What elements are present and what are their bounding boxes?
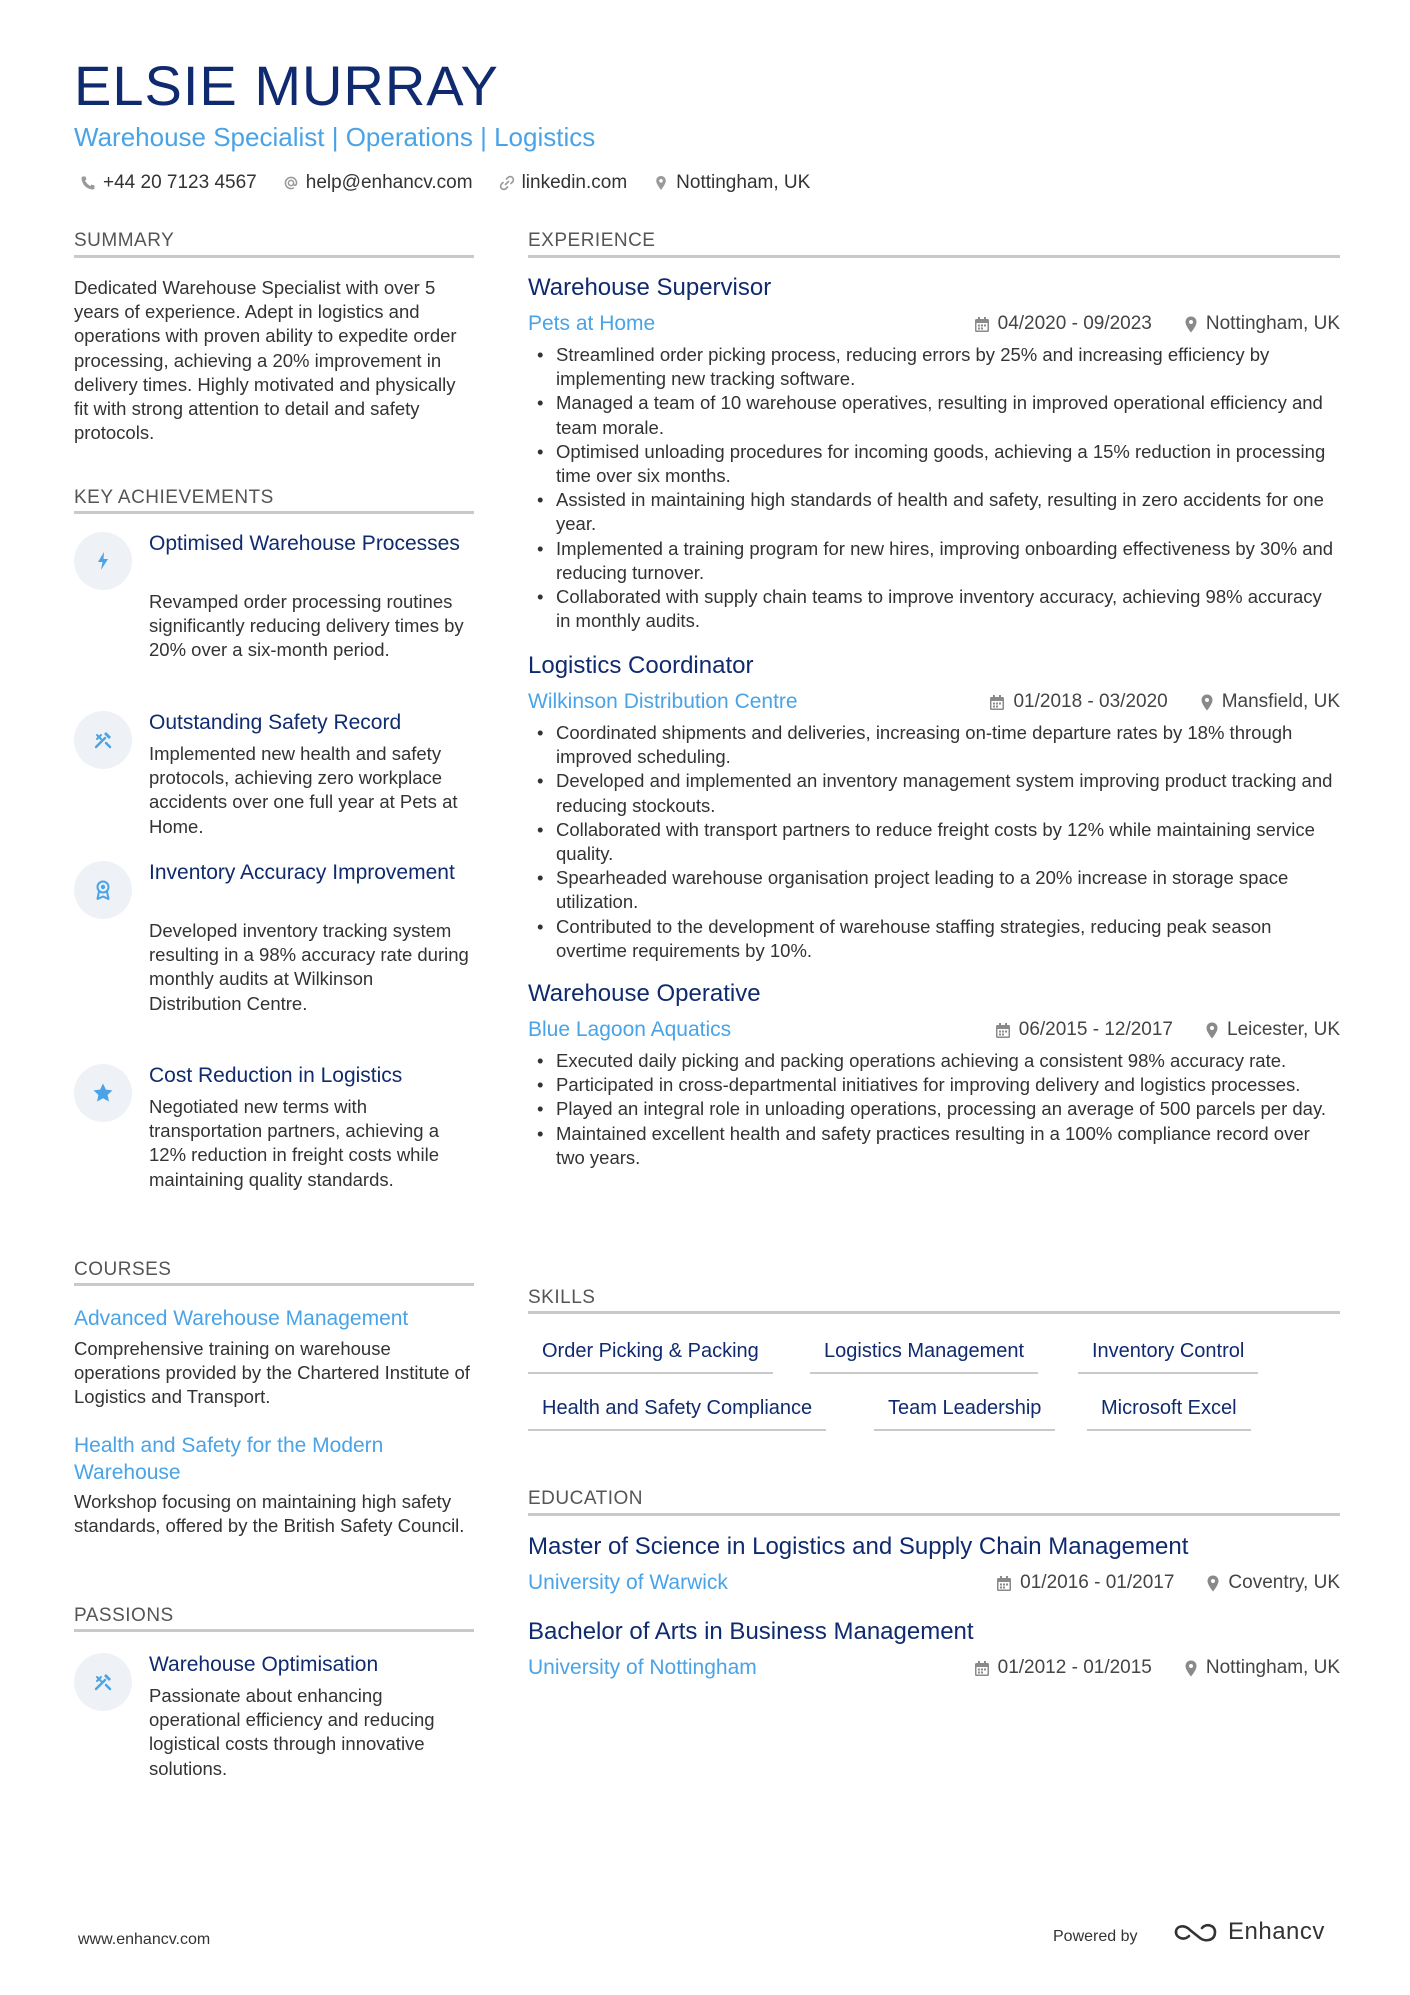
job-dates-text: 04/2020 - 09/2023 bbox=[997, 313, 1152, 334]
experience-divider bbox=[528, 255, 1340, 258]
skill-tag: Inventory Control bbox=[1078, 1338, 1258, 1374]
experience-heading: EXPERIENCE bbox=[528, 230, 656, 251]
link-icon bbox=[499, 174, 515, 192]
job-bullet: • Played an integral role in unloading operations, processing an average of 500 parcels per day. bbox=[528, 1097, 1340, 1121]
job-bullet: • Streamlined order picking process, reducing errors by 25% and increasing efficiency by implementing new tracking software. bbox=[528, 343, 1340, 391]
job-bullets bbox=[528, 343, 1340, 633]
job-location bbox=[1205, 1017, 1340, 1043]
contact-location bbox=[653, 171, 810, 195]
calendar-icon bbox=[974, 1660, 990, 1677]
degree-title: Master of Science in Logistics and Supply Chain Management bbox=[528, 1533, 1189, 1560]
job-title: Warehouse Operative bbox=[528, 980, 761, 1007]
footer-powered-by: Powered by bbox=[1053, 1928, 1138, 1945]
contact-email[interactable] bbox=[283, 171, 473, 195]
job-meta bbox=[989, 689, 1340, 715]
education-meta bbox=[974, 1655, 1340, 1681]
skill-tag: Microsoft Excel bbox=[1087, 1395, 1251, 1431]
award-icon bbox=[74, 861, 132, 919]
job-dates bbox=[989, 689, 1167, 715]
courses-divider bbox=[74, 1283, 474, 1286]
achievement-desc: Implemented new health and safety protocols, achieving zero workplace accidents over one full year at Pets at Home. bbox=[149, 743, 458, 837]
achievement-desc: Negotiated new terms with transportation partners, achieving a 12% reduction in freight costs while maintaining quality standards. bbox=[149, 1096, 440, 1190]
job-bullet: • Implemented a training program for new hires, improving onboarding effectiveness by 30% and reducing turnover. bbox=[528, 537, 1340, 585]
job-bullet: • Assisted in maintaining high standards of health and safety, resulting in zero accidents for one year. bbox=[528, 488, 1340, 536]
education-location bbox=[1206, 1570, 1340, 1596]
education-location bbox=[1184, 1655, 1340, 1681]
job-company: Wilkinson Distribution Centre bbox=[528, 690, 798, 713]
education-meta bbox=[996, 1570, 1340, 1596]
courses-heading: COURSES bbox=[74, 1259, 172, 1280]
education-dates bbox=[996, 1570, 1174, 1596]
passion-item bbox=[74, 1651, 474, 1791]
job-dates bbox=[974, 311, 1152, 337]
calendar-icon bbox=[974, 316, 990, 333]
job-company: Blue Lagoon Aquatics bbox=[528, 1018, 732, 1041]
job-bullets bbox=[528, 1049, 1340, 1170]
achievement-title: Outstanding Safety Record bbox=[149, 711, 402, 734]
phone-icon bbox=[80, 174, 96, 192]
location-icon bbox=[1200, 694, 1214, 711]
education-location-text: Coventry, UK bbox=[1228, 1572, 1340, 1593]
job-location bbox=[1200, 689, 1340, 715]
education-dates-text: 01/2012 - 01/2015 bbox=[997, 1657, 1152, 1678]
course-title: Health and Safety for the Modern Warehouse bbox=[74, 1434, 384, 1484]
candidate-title: Warehouse Specialist | Operations | Logistics bbox=[74, 122, 596, 152]
skill-tag: Health and Safety Compliance bbox=[528, 1395, 826, 1431]
passions-heading: PASSIONS bbox=[74, 1605, 174, 1626]
achievement-item bbox=[74, 709, 474, 839]
job-bullets bbox=[528, 721, 1340, 963]
location-icon bbox=[1184, 1660, 1198, 1677]
job-bullet: • Executed daily picking and packing operations achieving a consistent 98% accuracy rate. bbox=[528, 1049, 1340, 1073]
infinity-logo-icon bbox=[1172, 1919, 1220, 1945]
tools-icon bbox=[74, 711, 132, 769]
job-bullet: • Spearheaded warehouse organisation project leading to a 20% increase in storage space utilization. bbox=[528, 866, 1340, 914]
brand-logo bbox=[1172, 1918, 1325, 1946]
contact-location-text: Nottingham, UK bbox=[676, 172, 811, 193]
education-heading: EDUCATION bbox=[528, 1488, 643, 1509]
course-title: Advanced Warehouse Management bbox=[74, 1307, 409, 1330]
job-bullet: • Coordinated shipments and deliveries, increasing on-time departure rates by 18% through improved scheduling. bbox=[528, 721, 1340, 769]
passions-divider bbox=[74, 1629, 474, 1632]
job-location bbox=[1184, 311, 1340, 337]
summary-text: Dedicated Warehouse Specialist with over 5 years of experience. Adept in logistics and operations with proven ability to expedite order processing, achieving a 20% improvement in delivery times. Highly motivated and physically fit with strong attention to detail and safety protocols. bbox=[74, 277, 457, 444]
footer-website[interactable]: www.enhancv.com bbox=[78, 1931, 211, 1948]
contact-email-text: help@enhancv.com bbox=[305, 172, 473, 193]
education-dates bbox=[974, 1655, 1152, 1681]
achievements-divider bbox=[74, 511, 474, 514]
passion-desc: Passionate about enhancing operational efficiency and reducing logistical costs through innovative solutions. bbox=[149, 1685, 435, 1779]
location-icon bbox=[1205, 1022, 1219, 1039]
calendar-icon bbox=[996, 1575, 1012, 1592]
job-company: Pets at Home bbox=[528, 312, 656, 335]
job-dates-text: 01/2018 - 03/2020 bbox=[1013, 691, 1168, 712]
skill-tag: Logistics Management bbox=[810, 1338, 1038, 1374]
education-divider bbox=[528, 1513, 1340, 1516]
job-location-text: Mansfield, UK bbox=[1221, 691, 1340, 712]
contact-phone-text: +44 20 7123 4567 bbox=[103, 172, 257, 193]
job-location-text: Nottingham, UK bbox=[1205, 313, 1340, 334]
star-icon bbox=[74, 1064, 132, 1122]
job-bullet: • Optimised unloading procedures for incoming goods, achieving a 15% reduction in processing time over six months. bbox=[528, 440, 1340, 488]
job-dates-text: 06/2015 - 12/2017 bbox=[1018, 1019, 1173, 1040]
location-icon bbox=[1206, 1575, 1220, 1592]
contact-bar bbox=[80, 171, 810, 195]
job-title: Warehouse Supervisor bbox=[528, 274, 772, 301]
calendar-icon bbox=[995, 1022, 1011, 1039]
achievement-desc: Revamped order processing routines significantly reducing delivery times by 20% over a six-month period. bbox=[149, 591, 464, 661]
achievement-desc: Developed inventory tracking system resulting in a 98% accuracy rate during monthly audits at Wilkinson Distribution Centre. bbox=[149, 920, 469, 1014]
achievement-item bbox=[74, 859, 474, 1049]
skill-tag: Team Leadership bbox=[874, 1395, 1055, 1431]
location-icon bbox=[653, 174, 669, 192]
education-location-text: Nottingham, UK bbox=[1205, 1657, 1340, 1678]
summary-divider bbox=[74, 255, 474, 258]
brand-name: Enhancv bbox=[1228, 1918, 1325, 1945]
passion-title: Warehouse Optimisation bbox=[149, 1653, 379, 1676]
course-desc: Comprehensive training on warehouse operations provided by the Chartered Institute of Logistics and Transport. bbox=[74, 1338, 470, 1408]
job-dates bbox=[995, 1017, 1173, 1043]
job-bullet: • Collaborated with transport partners to reduce freight costs by 12% while maintaining service quality. bbox=[528, 818, 1340, 866]
achievement-title: Inventory Accuracy Improvement bbox=[149, 861, 455, 884]
job-location-text: Leicester, UK bbox=[1227, 1019, 1340, 1040]
contact-linkedin[interactable] bbox=[499, 171, 628, 195]
contact-phone bbox=[80, 171, 257, 195]
achievement-title: Optimised Warehouse Processes bbox=[149, 532, 460, 555]
calendar-icon bbox=[989, 694, 1005, 711]
school-name: University of Warwick bbox=[528, 1571, 728, 1594]
job-bullet: • Collaborated with supply chain teams to improve inventory accuracy, achieving 98% accuracy in monthly audits. bbox=[528, 585, 1340, 633]
job-bullet: • Managed a team of 10 warehouse operatives, resulting in improved operational efficiency and team morale. bbox=[528, 391, 1340, 439]
achievement-title: Cost Reduction in Logistics bbox=[149, 1064, 403, 1087]
school-name: University of Nottingham bbox=[528, 1656, 757, 1679]
contact-linkedin-text: linkedin.com bbox=[521, 172, 628, 193]
skills-divider bbox=[528, 1311, 1340, 1314]
lightning-icon bbox=[74, 532, 132, 590]
course-desc: Workshop focusing on maintaining high safety standards, offered by the British Safety Council. bbox=[74, 1491, 465, 1537]
job-bullet: • Contributed to the development of warehouse staffing strategies, reducing peak season overtime requirements by 10%. bbox=[528, 915, 1340, 963]
skills-heading: SKILLS bbox=[528, 1287, 596, 1308]
education-dates-text: 01/2016 - 01/2017 bbox=[1020, 1572, 1175, 1593]
job-bullet: • Maintained excellent health and safety practices resulting in a 100% compliance record over two years. bbox=[528, 1122, 1340, 1170]
degree-title: Bachelor of Arts in Business Management bbox=[528, 1618, 974, 1645]
job-bullet: • Participated in cross-departmental initiatives for improving delivery and logistics processes. bbox=[528, 1073, 1340, 1097]
achievements-heading: KEY ACHIEVEMENTS bbox=[74, 487, 274, 508]
achievement-item bbox=[74, 1062, 474, 1222]
summary-heading: SUMMARY bbox=[74, 230, 175, 251]
job-title: Logistics Coordinator bbox=[528, 652, 754, 679]
job-meta bbox=[995, 1017, 1340, 1043]
tools-icon bbox=[74, 1653, 132, 1711]
at-icon bbox=[283, 174, 299, 192]
candidate-name: ELSIE MURRAY bbox=[74, 54, 499, 117]
job-bullet: • Developed and implemented an inventory management system improving product tracking and reducing stockouts. bbox=[528, 769, 1340, 817]
skill-tag: Order Picking & Packing bbox=[528, 1338, 773, 1374]
achievement-item bbox=[74, 530, 474, 690]
location-icon bbox=[1184, 316, 1198, 333]
job-meta bbox=[974, 311, 1340, 337]
